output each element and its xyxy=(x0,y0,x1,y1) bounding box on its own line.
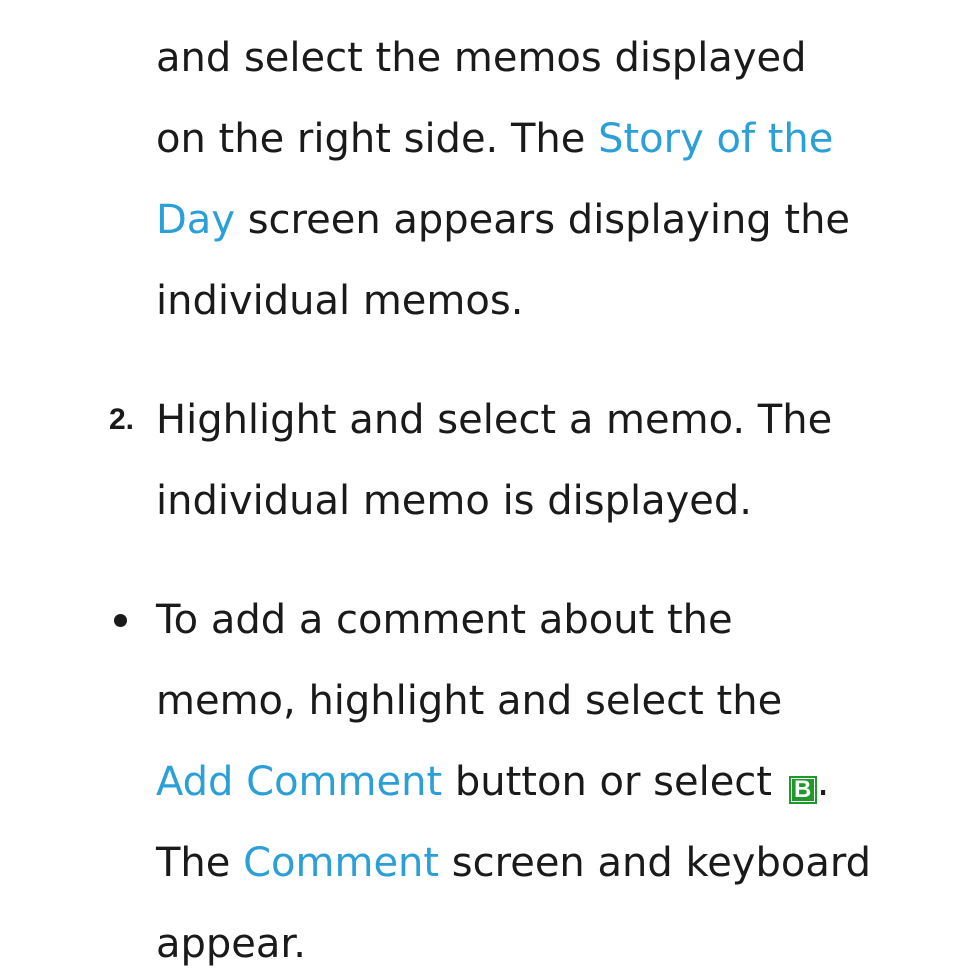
bullet-line-5 xyxy=(156,920,306,968)
bullet-text-4-post: screen and keyboard xyxy=(439,840,871,886)
bullet-line-1 xyxy=(156,596,733,644)
bullet-text-1: To add a comment about the xyxy=(156,597,733,643)
step2-number: 2. xyxy=(109,403,135,436)
step2-text-2: individual memo is displayed. xyxy=(156,478,752,524)
bullet-text-5: appear. xyxy=(156,921,306,967)
bullet-line-3 xyxy=(156,758,829,806)
step1-line-4 xyxy=(156,277,523,325)
green-b-button-icon: B xyxy=(789,776,817,804)
step2-line-2 xyxy=(156,477,752,525)
step1-text-1: and select the memos displayed xyxy=(156,35,807,81)
step1-text-3: screen appears displaying the xyxy=(234,197,851,243)
bullet-text-2: memo, highlight and select the xyxy=(156,678,783,724)
add-comment-link: Add Comment xyxy=(156,759,443,805)
step1-text-4: individual memos. xyxy=(156,278,524,324)
bullet-line-4 xyxy=(156,839,871,887)
bullet-text-4-pre: The xyxy=(156,840,244,886)
bullet-text-3-end: . xyxy=(816,759,830,805)
story-of-the-day-link-cont: Day xyxy=(156,197,235,243)
step2-line-1 xyxy=(156,396,832,444)
step1-text-2: on the right side. The xyxy=(156,116,599,162)
comment-link: Comment xyxy=(243,840,440,886)
bullet-line-2 xyxy=(156,677,782,725)
step1-line-1 xyxy=(156,34,807,82)
step1-line-2 xyxy=(156,115,833,163)
bullet-text-3: button or select xyxy=(442,759,785,805)
step2-text-1: Highlight and select a memo. The xyxy=(156,397,833,443)
step1-line-3 xyxy=(156,196,850,244)
bullet-icon xyxy=(114,614,127,627)
story-of-the-day-link: Story of the xyxy=(598,116,834,162)
